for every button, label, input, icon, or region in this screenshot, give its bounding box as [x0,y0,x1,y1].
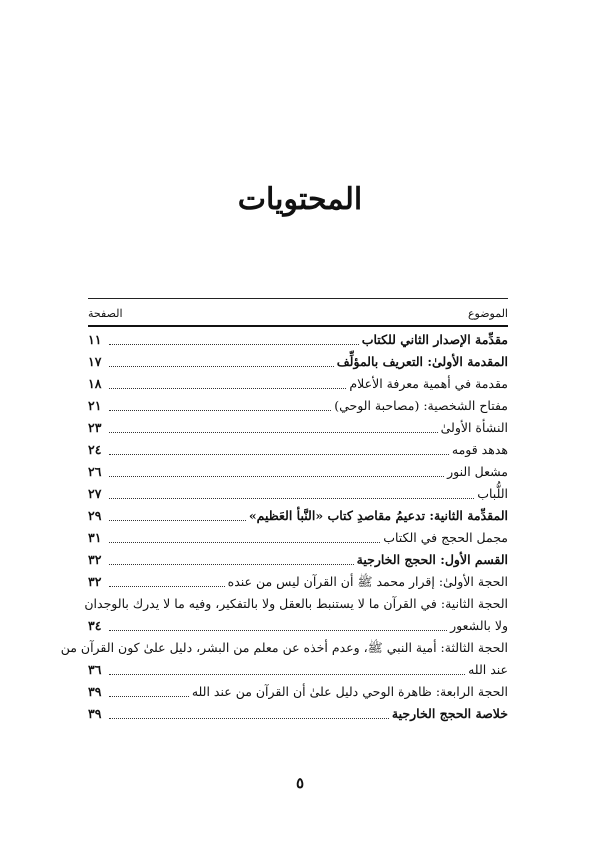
toc-entry-page: ٢٣ [88,420,102,435]
toc-entry-page: ٢٩ [88,508,102,523]
dot-leader [109,695,189,697]
dot-leader [109,431,438,433]
toc-entry[interactable] [88,703,508,725]
toc-entry-continuation [88,615,508,637]
toc-entry-title: الحجة الرابعة: ظاهرة الوحي دليل علىٰ أن القرآن من عند الله [191,684,508,699]
toc-entry-title-line2: عند الله [468,662,508,677]
toc-entry-title: هدهد قومه [451,442,508,457]
toc-entry[interactable] [88,505,508,527]
toc-entry-title-line2: ولا بالشعور [450,618,508,633]
page-title: المحتويات [237,182,363,217]
dot-leader [109,629,447,631]
header-divider [88,325,508,327]
toc-entry-continuation [88,659,508,681]
dot-leader [109,475,444,477]
toc-entry-page: ٢٦ [88,464,102,479]
dot-leader [109,585,225,587]
toc-entry-title: مفتاح الشخصية: (مصاحبة الوحي) [334,398,508,413]
dot-leader [109,387,346,389]
toc-entry-page: ٣٩ [88,706,102,721]
toc-entry-page: ٣٢ [88,552,102,567]
toc-entry-page: ١١ [88,332,102,347]
toc-final-entries [88,681,508,725]
page-number: ٥ [295,774,305,792]
toc-entry-title: مشعل النور [447,464,508,479]
toc-entry-title: مقدمة في أهمية معرفة الأعلام [349,376,508,391]
dot-leader [109,453,449,455]
toc-entry-title: مقدِّمة الإصدار الثاني للكتاب [361,332,508,347]
toc-entry[interactable] [88,571,508,593]
dot-leader [109,717,389,719]
toc-entry[interactable] [88,483,508,505]
toc-entry[interactable] [60,637,508,681]
toc-entry-title: الحجة الأولىٰ: إقرار محمد ﷺ أن القرآن ليس من عنده [227,574,508,589]
toc-entry-title-line1: الحجة الثالثة: أمية النبي ﷺ، وعدم أخذه عن معلم من البشر، دليل علىٰ كون القرآن من [60,640,508,655]
toc-entry[interactable] [88,681,508,703]
toc-entry[interactable] [88,527,508,549]
table-of-contents [60,298,508,725]
toc-entry-page: ٣٤ [88,618,102,633]
toc-entry-page: ٣١ [88,530,102,545]
toc-header [88,299,508,325]
toc-entry-page: ٢٤ [88,442,102,457]
toc-entry[interactable] [88,461,508,483]
toc-entry-page: ٣٦ [88,662,102,677]
dot-leader [109,497,474,499]
toc-entry-page: ٢٧ [88,486,102,501]
toc-entry-title-line1: الحجة الثانية: في القرآن ما لا يستنبط بالعقل ولا بالتفكير، وفيه ما لا يدرك بالوجدان [84,596,508,611]
topic-column-label: الموضوع [467,306,508,320]
toc-entry[interactable] [88,373,508,395]
toc-entry-page: ٣٩ [88,684,102,699]
toc-entry-page: ٣٢ [88,574,102,589]
page-column-label: الصفحة [88,306,123,320]
toc-entry[interactable] [88,417,508,439]
dot-leader [109,541,380,543]
toc-entry-page: ١٨ [88,376,102,391]
toc-entry-title: مجمل الحجج في الكتاب [383,530,508,545]
toc-entry-title: المقدِّمة الثانية: تدعيمُ مقاصدِ كتاب «النَّبأ العَظيم» [248,508,508,523]
toc-entry-title: القسم الأول: الحجج الخارجية [356,552,508,567]
dot-leader [109,365,334,367]
toc-entry-title: المقدمة الأولىٰ: التعريف بالمؤلِّف [336,354,508,369]
toc-entry-page: ١٧ [88,354,102,369]
toc-entry-title: خلاصة الحجج الخارجية [391,706,508,721]
toc-entry-title: اللُّباب [477,486,508,501]
toc-entry[interactable] [88,395,508,417]
toc-entry-title: النشأة الأولىٰ [440,420,508,435]
dot-leader [109,409,331,411]
toc-multiline-entries [60,593,508,681]
toc-entry[interactable] [88,329,508,351]
toc-entry[interactable] [88,439,508,461]
toc-entry[interactable] [84,593,508,637]
toc-entry[interactable] [88,549,508,571]
dot-leader [109,673,465,675]
dot-leader [109,343,359,345]
toc-entry[interactable] [88,351,508,373]
toc-entry-page: ٢١ [88,398,102,413]
dot-leader [109,563,354,565]
dot-leader [109,519,246,521]
toc-entries [88,329,508,593]
